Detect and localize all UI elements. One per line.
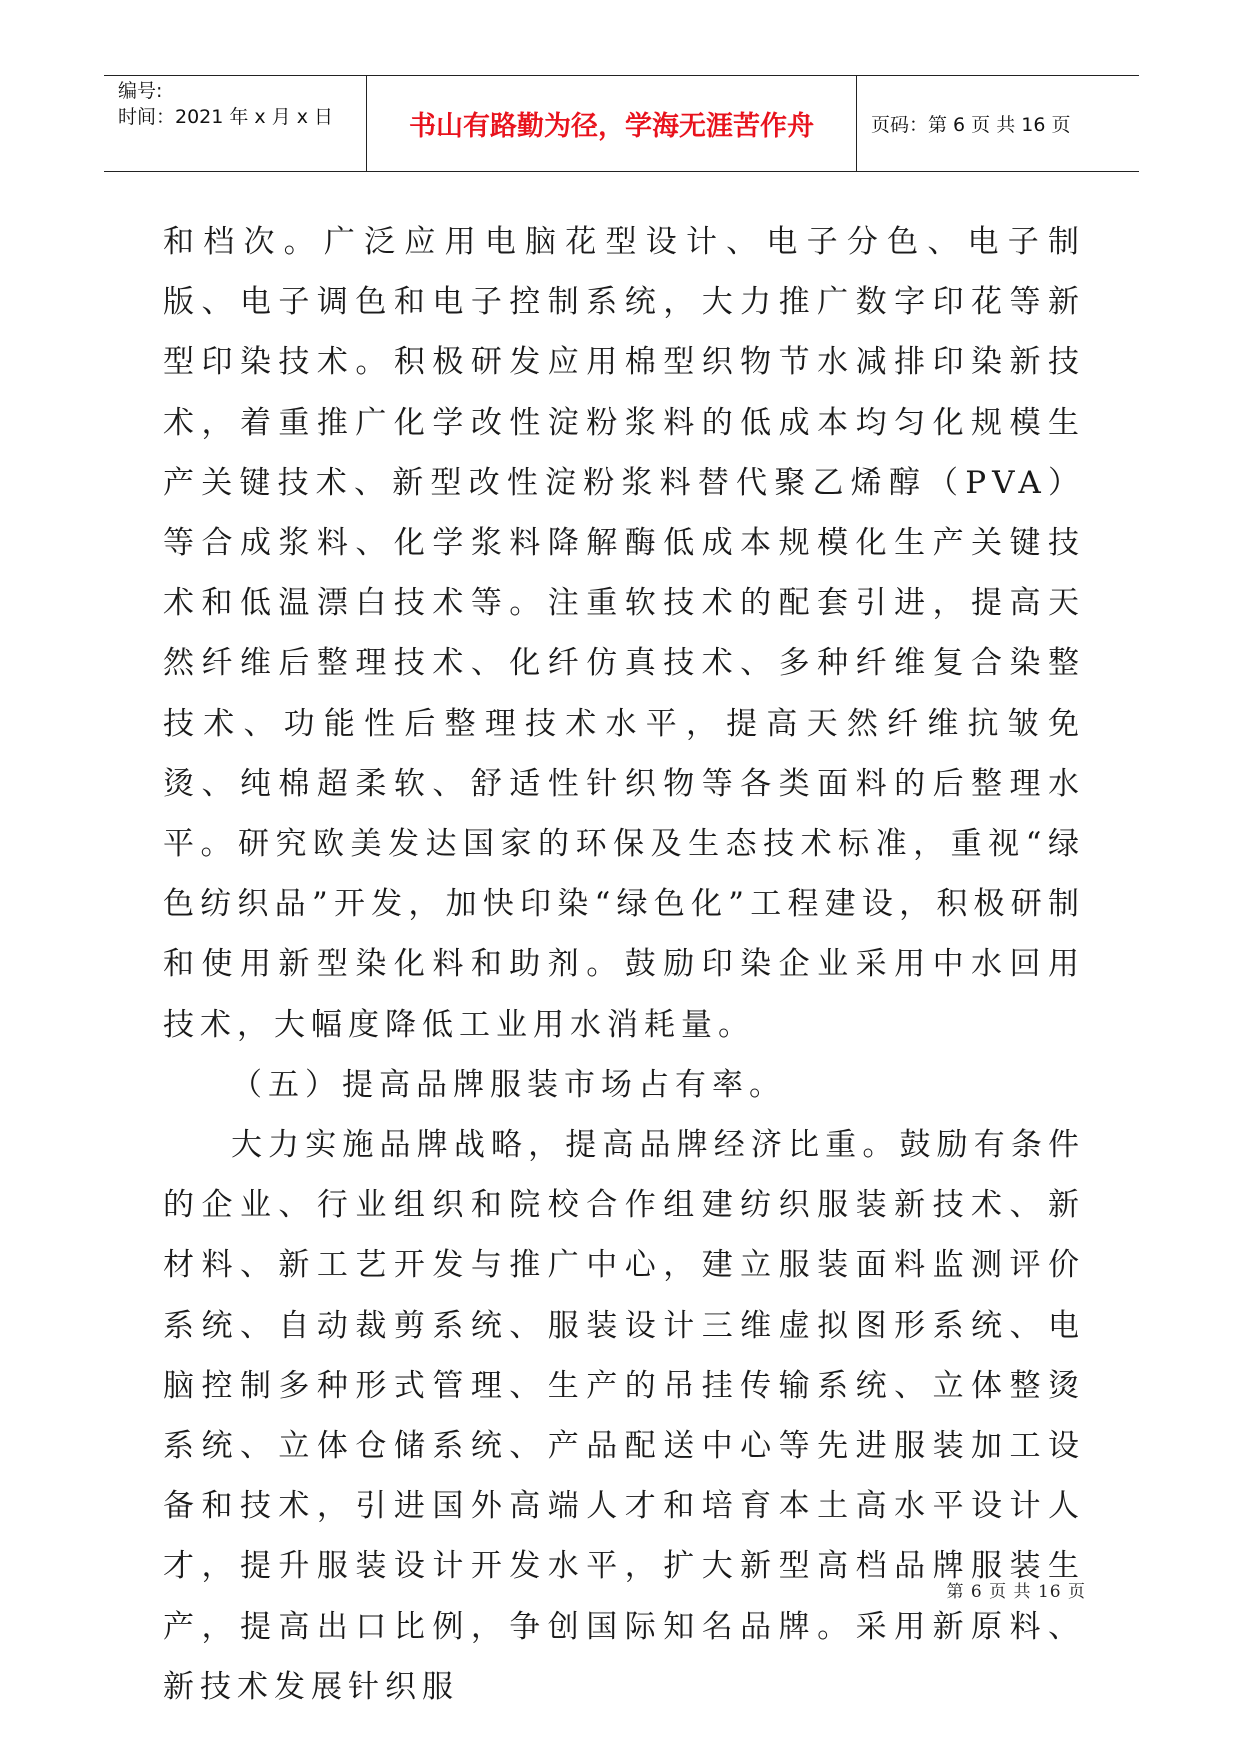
- page-header: [104, 75, 1139, 172]
- header-page-number: 页码：第 6 页 共 16 页: [871, 114, 1071, 136]
- body-paragraph-continued: 和档次。广泛应用电脑花型设计、电子分色、电子制版、电子调色和电子控制系统，大力推广数字印花等新型印染技术。积极研发应用棉型织物节水减排印染新技术，着重推广化学改性淀粉浆料的低成本均匀化规模生产关键技术、新型改性淀粉浆料替代聚乙烯醇（PVA）等合成浆料、化学浆料降解酶低成本规模化生产关键技术和低温漂白技术等。注重软技术的配套引进，提高天然纤维后整理技术、化纤仿真技术、多种纤维复合染整技术、功能性后整理技术水平，提高天然纤维抗皱免烫、纯棉超柔软、舒适性针织物等各类面料的后整理水平。研究欧美发达国家的环保及生态技术标准，重视“绿色纺织品”开发，加快印染“绿色化”工程建设，积极研制和使用新型染化料和助剂。鼓励印染企业采用中水回用技术，大幅度降低工业用水消耗量。: [163, 224, 1085, 1043]
- header-motto: 书山有路勤为径，学海无涯苦作舟: [409, 111, 814, 142]
- document-date-label: 时间：2021 年 x 月 x 日: [118, 106, 334, 128]
- page-footer: 第 6 页 共 16 页: [946, 1582, 1086, 1602]
- header-meta: [118, 78, 358, 130]
- document-body: [163, 212, 1085, 1717]
- body-paragraph-brand: 大力实施品牌战略，提高品牌经济比重。鼓励有条件的企业、行业组织和院校合作组建纺织服装新技术、新材料、新工艺开发与推广中心，建立服装面料监测评价系统、自动裁剪系统、服装设计三维虚拟图形系统、电脑控制多种形式管理、生产的吊挂传输系统、立体整烫系统、立体仓储系统、产品配送中心等先进服装加工设备和技术，引进国外高端人才和培育本土高水平设计人才，提升服装设计开发水平，扩大新型高档品牌服装生产，提高出口比例，争创国际知名品牌。采用新原料、新技术发展针织服: [163, 1127, 1085, 1705]
- document-number-label: 编号:: [118, 80, 163, 102]
- section-heading-5: （五）提高品牌服装市场占有率。: [231, 1066, 786, 1103]
